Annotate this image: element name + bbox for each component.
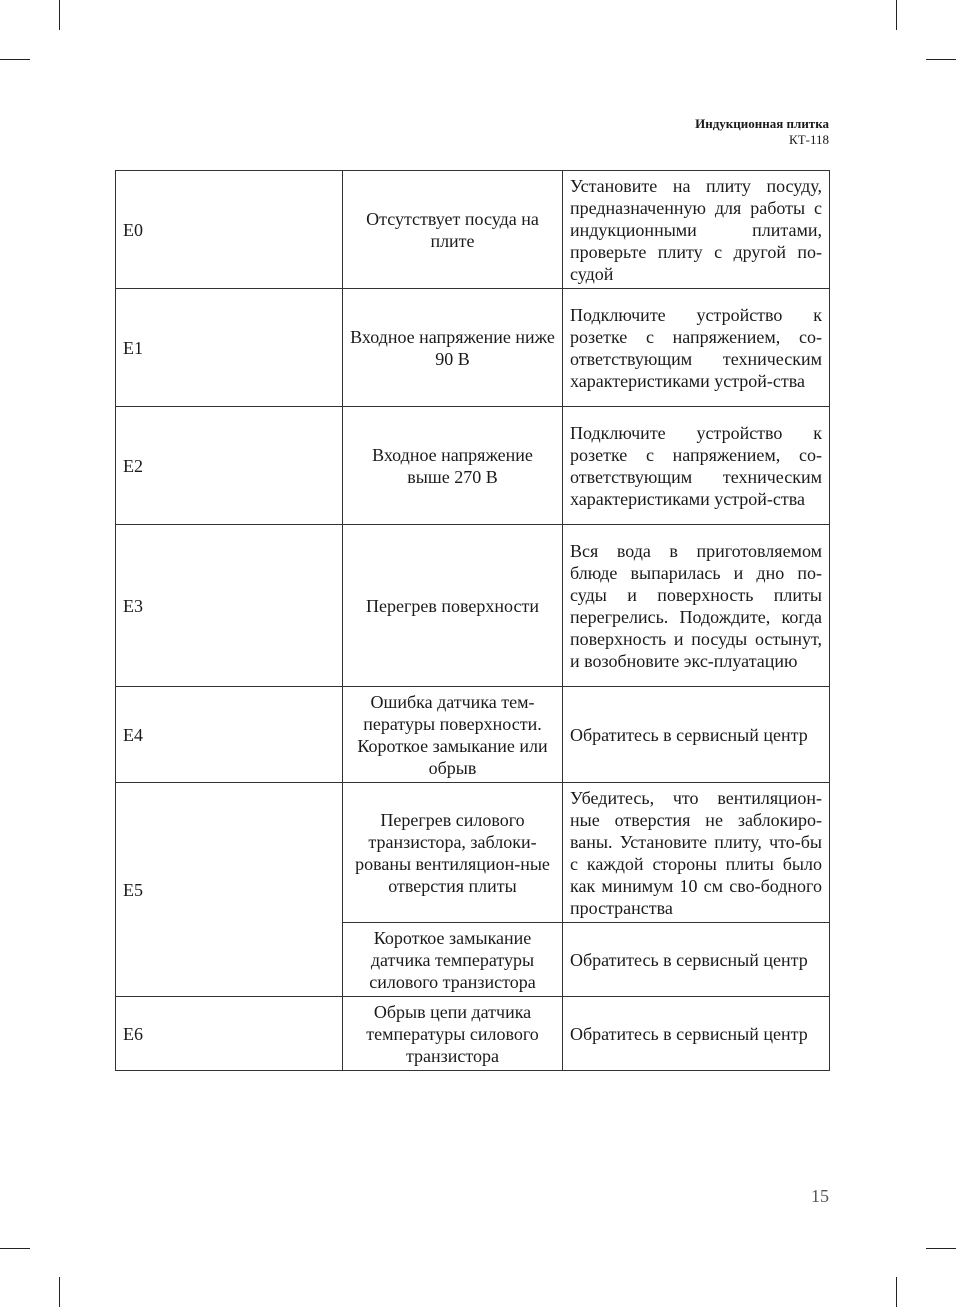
error-solution: Установите на плиту посуду, предназначенную для работы с индукционными плитами, проверьте плиту с другой по-судой (563, 171, 830, 289)
crop-mark (896, 1277, 897, 1307)
error-solution: Обратитесь в сервисный центр (563, 687, 830, 783)
crop-mark (59, 0, 60, 30)
crop-mark (0, 59, 30, 60)
error-description: Входное напряжение выше 270 В (343, 407, 563, 525)
crop-mark (896, 0, 897, 30)
error-code: E6 (116, 997, 343, 1071)
table-row (116, 171, 830, 289)
error-code: E2 (116, 407, 343, 525)
error-description: Перегрев силового транзистора, заблоки-рованы вентиляцион-ные отверстия плиты (343, 783, 563, 923)
table-row (116, 687, 830, 783)
error-description: Входное напряжение ниже 90 В (343, 289, 563, 407)
running-header (695, 116, 829, 148)
table-row (116, 783, 830, 923)
error-solution: Подключите устройство к розетке с напряжением, со-ответствующим техническим характеристиками устрой-ства (563, 407, 830, 525)
header-title: Индукционная плитка (695, 116, 829, 131)
error-codes-table (115, 170, 830, 1071)
table-row (116, 997, 830, 1071)
page-number: 15 (811, 1186, 829, 1206)
table-row (116, 525, 830, 687)
crop-mark (926, 59, 956, 60)
error-solution: Подключите устройство к розетке с напряжением, со-ответствующим техническим характеристиками устрой-ства (563, 289, 830, 407)
crop-mark (0, 1248, 30, 1249)
error-code: E1 (116, 289, 343, 407)
error-solution: Обратитесь в сервисный центр (563, 997, 830, 1071)
header-model: КТ-118 (789, 132, 829, 147)
error-solution: Обратитесь в сервисный центр (563, 923, 830, 997)
error-code: E5 (116, 783, 343, 997)
error-description: Перегрев поверхности (343, 525, 563, 687)
error-description: Отсутствует посуда на плите (343, 171, 563, 289)
error-description: Обрыв цепи датчика температуры силового транзистора (343, 997, 563, 1071)
error-description: Короткое замыкание датчика температуры силового транзистора (343, 923, 563, 997)
error-solution: Убедитесь, что вентиляцион-ные отверстия не заблокиро-ваны. Установите плиту, что-бы с каждой стороны плиты было как минимум 10 см сво-бодного пространства (563, 783, 830, 923)
error-code: E0 (116, 171, 343, 289)
error-code: E3 (116, 525, 343, 687)
error-solution: Вся вода в приготовляемом блюде выпарилась и дно по-суды и поверхность плиты перегрелись. Подождите, когда поверхность и посуды остынут, и возобновите экс-плуатацию (563, 525, 830, 687)
table-row (116, 407, 830, 525)
error-description: Ошибка датчика тем-пературы поверхности. Короткое замыкание или обрыв (343, 687, 563, 783)
crop-mark (926, 1248, 956, 1249)
crop-mark (59, 1277, 60, 1307)
error-code: E4 (116, 687, 343, 783)
table-row (116, 289, 830, 407)
